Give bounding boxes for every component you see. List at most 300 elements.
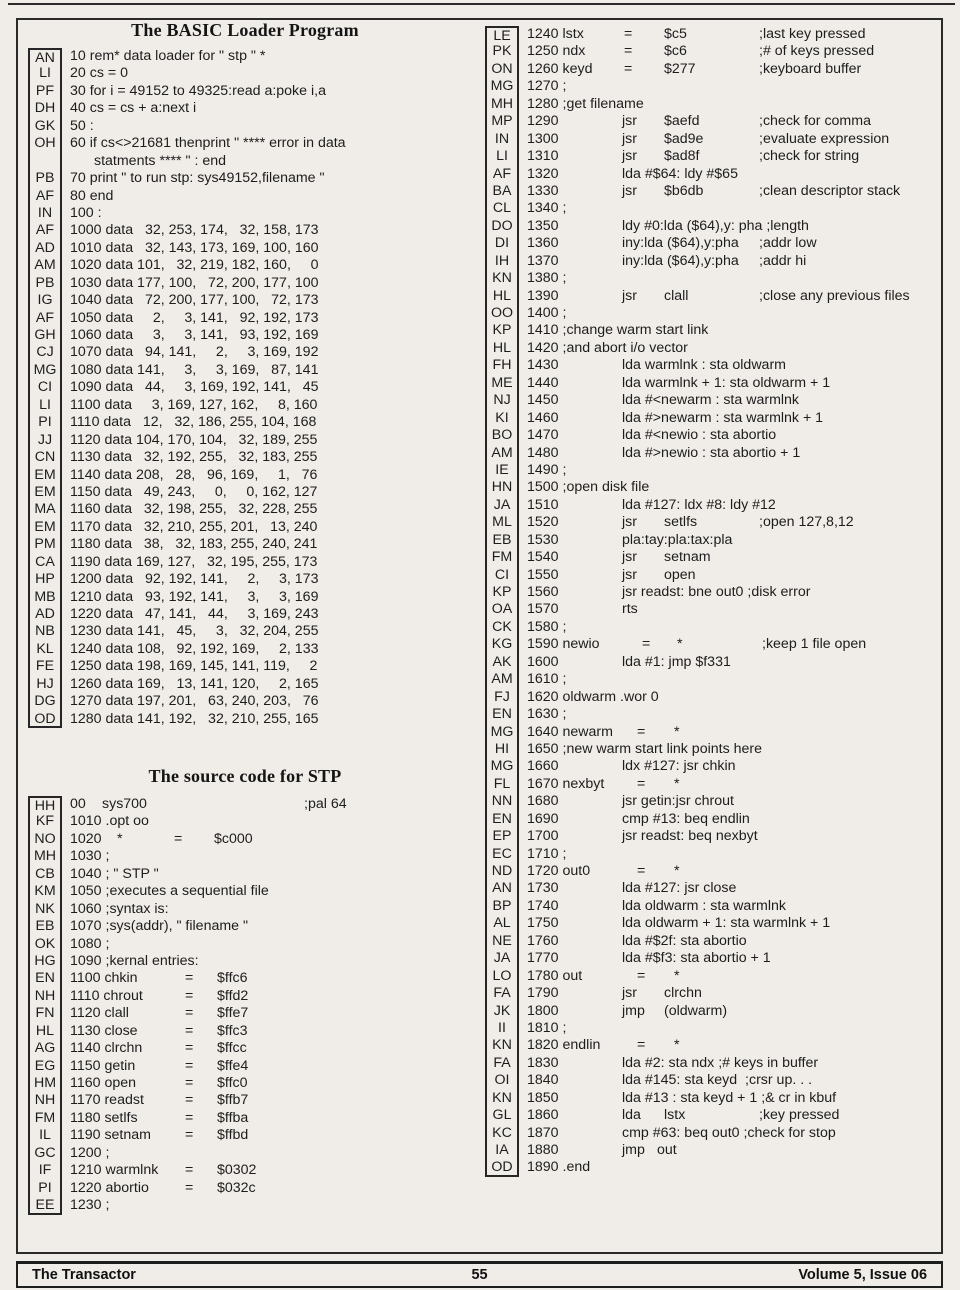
code-text: [527, 706, 941, 723]
code-fragment: 1060 ;syntax is:: [70, 900, 169, 917]
code-fragment: 1800: [527, 1002, 559, 1019]
code-text: [70, 1058, 460, 1075]
checksum-code: PI: [28, 414, 62, 431]
code-line: [485, 445, 941, 462]
checksum-code: KL: [28, 641, 62, 658]
code-fragment: $ffc3: [217, 1022, 248, 1039]
code-fragment: jsr: [622, 148, 637, 165]
code-text: [527, 654, 941, 671]
code-line: [28, 188, 460, 205]
checksum-code: MG: [28, 362, 62, 379]
code-fragment: lda #127: jsr close: [622, 880, 737, 897]
code-fragment: 1180 data 38, 32, 183, 255, 240, 241: [70, 536, 318, 553]
code-fragment: 1590 newio: [527, 636, 600, 653]
code-fragment: clrchn: [664, 985, 702, 1002]
checksum-code: IH: [485, 253, 519, 270]
code-fragment: sys700: [102, 796, 147, 812]
code-fragment: 1250 data 198, 169, 145, 141, 119, 2: [70, 658, 318, 675]
code-fragment: 1710 ;: [527, 845, 567, 862]
checksum-code: HN: [485, 479, 519, 496]
code-line: [28, 711, 460, 728]
code-line: [485, 270, 941, 287]
code-line: [485, 549, 941, 566]
code-text: [70, 292, 460, 309]
code-fragment: $277: [664, 60, 696, 77]
checksum-code: EM: [28, 519, 62, 536]
code-fragment: $ffb7: [217, 1092, 249, 1109]
code-text: [70, 240, 460, 257]
checksum-code: OI: [485, 1072, 519, 1089]
code-text: [70, 519, 460, 536]
code-fragment: jsr: [622, 287, 637, 304]
code-text: [70, 711, 460, 728]
code-line: [28, 83, 460, 100]
code-fragment: 1030 ;: [70, 848, 110, 865]
checksum-code: AF: [28, 310, 62, 327]
code-line: [28, 519, 460, 536]
code-fragment: 1260 data 169, 13, 141, 120, 2, 165: [70, 675, 319, 692]
code-text: [70, 606, 460, 623]
code-text: [527, 985, 941, 1002]
code-fragment: $ffd2: [217, 987, 249, 1004]
checksum-code: NJ: [485, 392, 519, 409]
code-fragment: 1220 abortio: [70, 1179, 149, 1196]
code-text: [70, 1127, 460, 1144]
checksum-code: EN: [485, 706, 519, 723]
code-text: [527, 183, 941, 200]
checksum-code: DI: [485, 235, 519, 252]
code-text: [527, 933, 941, 950]
code-fragment: ;keep 1 file open: [762, 636, 867, 653]
checksum-code: BP: [485, 898, 519, 915]
code-text: [70, 362, 460, 379]
checksum-code: NB: [28, 623, 62, 640]
code-text: [70, 1023, 460, 1040]
checksum-code: DG: [28, 693, 62, 710]
code-text: [527, 532, 941, 549]
code-text: [527, 218, 941, 235]
checksum-code: KM: [28, 883, 62, 900]
code-fragment: =: [185, 1179, 194, 1196]
checksum-code: PF: [28, 83, 62, 100]
code-fragment: $c5: [664, 26, 687, 42]
code-fragment: 1080 data 141, 3, 3, 169, 87, 141: [70, 361, 319, 378]
checksum-code: HJ: [28, 676, 62, 693]
checksum-code: IN: [485, 131, 519, 148]
code-fragment: ldx #127: jsr chkin: [622, 758, 736, 775]
code-fragment: 1530: [527, 531, 559, 548]
code-fragment: 1130 data 32, 192, 255, 32, 183, 255: [70, 449, 318, 466]
code-fragment: 1100 chkin: [70, 970, 138, 987]
checksum-code: MH: [485, 96, 519, 113]
code-line: [28, 275, 460, 292]
code-fragment: =: [185, 1092, 194, 1109]
code-line: [28, 658, 460, 675]
code-fragment: 1040 data 72, 200, 177, 100, 72, 173: [70, 292, 319, 309]
checksum-code: GK: [28, 118, 62, 135]
checksum-code: IL: [28, 1127, 62, 1144]
code-fragment: 30 for i = 49152 to 49325:read a:poke i,a: [70, 82, 326, 99]
code-fragment: $ad8f: [664, 148, 700, 165]
code-line: [28, 414, 460, 431]
code-fragment: lda #$2f: sta abortio: [622, 932, 747, 949]
code-fragment: =: [185, 970, 194, 987]
code-line: [485, 479, 941, 496]
code-fragment: 1290: [527, 113, 559, 130]
checksum-code: DH: [28, 100, 62, 117]
code-line: [485, 880, 941, 897]
code-fragment: 1490 ;: [527, 461, 567, 478]
code-fragment: =: [637, 1037, 646, 1054]
code-fragment: 1170 readst: [70, 1092, 144, 1109]
code-line: [28, 813, 460, 830]
code-fragment: 60 if cs<>21681 thenprint " **** error in data: [70, 135, 346, 152]
code-fragment: lda #<newio : sta abortio: [622, 427, 777, 444]
code-line: [485, 288, 941, 305]
code-text: [70, 988, 460, 1005]
code-fragment: =: [624, 26, 633, 42]
code-line: [28, 292, 460, 309]
code-fragment: ;# of keys pressed: [759, 43, 875, 60]
code-fragment: 1460: [527, 409, 559, 426]
checksum-code: OD: [28, 711, 62, 728]
checksum-code: AN: [485, 880, 519, 897]
checksum-code: MH: [28, 848, 62, 865]
checksum-code: HG: [28, 953, 62, 970]
code-fragment: 1380 ;: [527, 270, 567, 287]
checksum-code: JJ: [28, 432, 62, 449]
code-line: [485, 1003, 941, 1020]
code-text: [70, 170, 460, 187]
code-line: [485, 689, 941, 706]
code-fragment: 1720 out0: [527, 863, 591, 879]
checksum-code: KN: [485, 1090, 519, 1107]
code-fragment: jsr: [622, 985, 637, 1002]
code-fragment: 1390: [527, 287, 559, 304]
code-fragment: jsr: [622, 182, 637, 199]
code-text: [70, 796, 460, 813]
checksum-code: EM: [28, 467, 62, 484]
code-fragment: 1700: [527, 828, 559, 845]
checksum-code: [28, 153, 62, 170]
code-line: [485, 96, 941, 113]
code-fragment: 1650 ;new warm start link points here: [527, 740, 762, 757]
code-fragment: 1480: [527, 444, 559, 461]
checksum-code: FN: [28, 1005, 62, 1022]
code-fragment: jsr: [622, 130, 637, 147]
code-line: [485, 933, 941, 950]
code-text: [70, 1005, 460, 1022]
checksum-code: KN: [485, 1037, 519, 1054]
code-line: [485, 322, 941, 339]
checksum-code: BO: [485, 427, 519, 444]
code-fragment: =: [185, 1127, 194, 1144]
code-fragment: 1270 data 197, 201, 63, 240, 203, 76: [70, 693, 319, 710]
code-fragment: 1690: [527, 810, 559, 827]
code-text: [70, 848, 460, 865]
code-text: [527, 1037, 941, 1054]
code-line: [485, 1090, 941, 1107]
code-fragment: 1680: [527, 793, 559, 810]
code-text: [527, 288, 941, 305]
code-fragment: 1110 data 12, 32, 186, 255, 104, 168: [70, 414, 317, 431]
code-text: [527, 811, 941, 828]
code-fragment: =: [637, 723, 646, 740]
code-fragment: 1880: [527, 1142, 559, 1158]
code-line: [28, 571, 460, 588]
checksum-code: CA: [28, 554, 62, 571]
checksum-code: CI: [28, 379, 62, 396]
code-fragment: =: [624, 43, 633, 60]
checksum-code: KP: [485, 322, 519, 339]
checksum-code: HL: [485, 340, 519, 357]
checksum-code: CB: [28, 866, 62, 883]
code-text: [527, 1159, 941, 1176]
code-fragment: 80 end: [70, 187, 114, 204]
code-text: [70, 467, 460, 484]
code-line: [485, 78, 941, 95]
code-text: [70, 813, 460, 830]
code-text: [527, 1090, 941, 1107]
code-fragment: lda #145: sta keyd ;crsr up. . .: [622, 1072, 813, 1089]
code-line: [485, 148, 941, 165]
code-line: [28, 327, 460, 344]
code-line: [485, 811, 941, 828]
code-line: [485, 636, 941, 653]
footer-page-number: 55: [471, 1267, 488, 1283]
code-fragment: ;addr low: [759, 235, 817, 252]
checksum-code: EN: [28, 970, 62, 987]
code-text: [70, 1162, 460, 1179]
code-text: [70, 501, 460, 518]
code-line: [485, 131, 941, 148]
code-text: [70, 188, 460, 205]
code-text: [527, 479, 941, 496]
checksum-code: HL: [485, 288, 519, 305]
code-fragment: 1020 data 101, 32, 219, 182, 160, 0: [70, 257, 319, 274]
code-fragment: 1090 data 44, 3, 169, 192, 141, 45: [70, 379, 319, 396]
code-text: [70, 554, 460, 571]
code-line: [28, 866, 460, 883]
code-text: [70, 589, 460, 606]
code-fragment: =: [642, 636, 651, 653]
code-line: [28, 397, 460, 414]
checksum-code: KI: [485, 410, 519, 427]
code-fragment: 1280 ;get filename: [527, 95, 644, 112]
code-line: [28, 48, 460, 65]
code-line: [485, 26, 941, 43]
code-fragment: 1040 ; " STP ": [70, 865, 159, 882]
code-line: [28, 1023, 460, 1040]
checksum-code: KF: [28, 813, 62, 830]
code-fragment: 1030 data 177, 100, 72, 200, 177, 100: [70, 274, 319, 291]
checksum-code: MP: [485, 113, 519, 130]
code-text: [70, 310, 460, 327]
code-fragment: 1350: [527, 217, 559, 234]
code-fragment: rts: [622, 601, 638, 618]
code-fragment: ;check for comma: [759, 113, 871, 130]
code-line: [485, 1072, 941, 1089]
code-fragment: 1020: [70, 830, 102, 847]
code-line: [28, 1110, 460, 1127]
checksum-code: NN: [485, 793, 519, 810]
code-text: [70, 1075, 460, 1092]
code-fragment: 1770: [527, 950, 559, 967]
code-fragment: 1760: [527, 932, 559, 949]
code-fragment: ;key pressed: [759, 1107, 840, 1124]
code-text: [70, 257, 460, 274]
code-text: [527, 26, 941, 43]
code-fragment: 1340 ;: [527, 200, 567, 217]
code-fragment: 1780 out: [527, 967, 583, 984]
code-fragment: 1730: [527, 880, 559, 897]
code-line: [485, 741, 941, 758]
code-fragment: 1000 data 32, 253, 174, 32, 158, 173: [70, 222, 319, 239]
checksum-code: JA: [485, 950, 519, 967]
code-fragment: *: [677, 636, 683, 653]
code-fragment: 1250 ndx: [527, 43, 586, 60]
code-line: [485, 200, 941, 217]
code-text: [527, 357, 941, 374]
checksum-code: HH: [28, 796, 62, 813]
checksum-code: AF: [28, 188, 62, 205]
checksum-code: OK: [28, 936, 62, 953]
code-fragment: 1520: [527, 514, 559, 531]
code-fragment: lda warmlnk + 1: sta oldwarm + 1: [622, 374, 831, 391]
code-fragment: 1410 ;change warm start link: [527, 322, 709, 339]
code-fragment: 1150 getin: [70, 1057, 136, 1074]
code-fragment: $ffe4: [217, 1057, 249, 1074]
checksum-code: MG: [485, 724, 519, 741]
code-text: [527, 689, 941, 706]
code-line: [28, 848, 460, 865]
code-line: [28, 153, 460, 170]
code-text: [527, 950, 941, 967]
code-line: [28, 606, 460, 623]
code-fragment: 1170 data 32, 210, 255, 201, 13, 240: [70, 518, 318, 535]
code-fragment: 1200 data 92, 192, 141, 2, 3, 173: [70, 571, 319, 588]
code-line: [485, 392, 941, 409]
code-fragment: 1440: [527, 374, 559, 391]
code-line: [28, 1180, 460, 1197]
checksum-code: CL: [485, 200, 519, 217]
checksum-code: FA: [485, 985, 519, 1002]
code-fragment: 1300: [527, 130, 559, 147]
code-fragment: 1310: [527, 148, 559, 165]
code-line: [485, 166, 941, 183]
code-fragment: $ad9e: [664, 130, 704, 147]
checksum-code: AK: [485, 654, 519, 671]
code-line: [485, 915, 941, 932]
code-text: [527, 78, 941, 95]
code-line: [485, 375, 941, 392]
code-fragment: cmp #13: beq endlin: [622, 810, 750, 827]
checksum-code: II: [485, 1020, 519, 1037]
code-text: [527, 148, 941, 165]
code-text: [70, 83, 460, 100]
code-line: [28, 135, 460, 152]
code-text: [527, 375, 941, 392]
code-text: [70, 1145, 460, 1162]
code-text: [527, 1072, 941, 1089]
checksum-code: EE: [28, 1197, 62, 1214]
code-fragment: 1110 chrout: [70, 987, 143, 1004]
code-fragment: jmp: [622, 1002, 645, 1019]
code-fragment: 1610 ;: [527, 671, 567, 688]
code-fragment: jsr readst: bne out0 ;disk error: [622, 584, 811, 600]
code-line: [485, 1055, 941, 1072]
checksum-code: JK: [485, 1003, 519, 1020]
code-text: [527, 410, 941, 427]
checksum-code: EC: [485, 846, 519, 863]
code-text: [527, 462, 941, 479]
code-line: [485, 462, 941, 479]
code-text: [70, 432, 460, 449]
code-fragment: jmp: [622, 1142, 645, 1158]
code-line: [485, 253, 941, 270]
code-fragment: 1210 data 93, 192, 141, 3, 3, 169: [70, 588, 319, 605]
code-fragment: 1420 ;and abort i/o vector: [527, 339, 688, 356]
code-fragment: out: [657, 1142, 677, 1158]
checksum-code: FJ: [485, 689, 519, 706]
code-fragment: =: [185, 1005, 194, 1022]
code-text: [527, 427, 941, 444]
code-text: [527, 671, 941, 688]
code-fragment: 1840: [527, 1072, 559, 1089]
checksum-code: ML: [485, 514, 519, 531]
code-fragment: 1130 close: [70, 1022, 138, 1039]
code-fragment: 1220 data 47, 141, 44, 3, 169, 243: [70, 606, 319, 622]
checksum-code: IE: [485, 462, 519, 479]
basic-loader-listing: [28, 48, 460, 728]
code-text: [527, 915, 941, 932]
code-text: [527, 131, 941, 148]
code-text: [70, 414, 460, 431]
code-line: [485, 776, 941, 793]
code-fragment: 1830: [527, 1054, 559, 1071]
code-fragment: 70 print " to run stp: sys49152,filename ": [70, 170, 325, 187]
code-line: [485, 357, 941, 374]
code-line: [28, 100, 460, 117]
code-line: [28, 1058, 460, 1075]
code-line: [28, 379, 460, 396]
page-footer: [16, 1261, 943, 1288]
checksum-code: ND: [485, 863, 519, 880]
code-line: [28, 623, 460, 640]
code-text: [527, 61, 941, 78]
code-fragment: 1670 nexbyt: [527, 775, 605, 792]
code-text: [527, 497, 941, 514]
checksum-code: HI: [485, 741, 519, 758]
code-text: [527, 584, 941, 601]
code-text: [527, 898, 941, 915]
code-line: [485, 514, 941, 531]
code-text: [527, 1055, 941, 1072]
code-fragment: =: [637, 775, 646, 792]
code-line: [28, 831, 460, 848]
code-line: [28, 918, 460, 935]
code-text: [527, 776, 941, 793]
code-fragment: ;open 127,8,12: [759, 514, 854, 531]
code-fragment: jsr readst: beq nexbyt: [622, 828, 758, 845]
code-fragment: 1140 data 208, 28, 96, 169, 1, 76: [70, 466, 318, 483]
code-fragment: *: [674, 863, 680, 879]
code-text: [527, 445, 941, 462]
code-text: [527, 636, 941, 653]
code-fragment: $aefd: [664, 113, 700, 130]
code-line: [28, 693, 460, 710]
code-text: [527, 863, 941, 880]
